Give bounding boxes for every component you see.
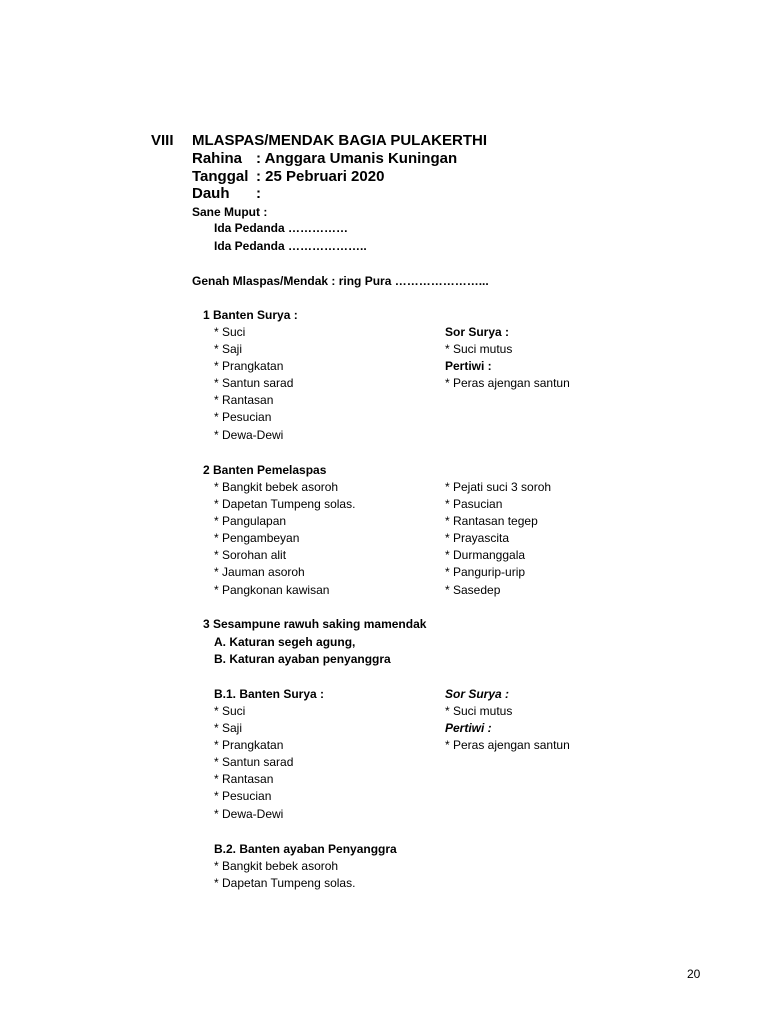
list-item: * Durmanggala xyxy=(445,548,526,562)
sane-muput: Sane Muput : xyxy=(192,205,268,219)
list-item: * Pasucian xyxy=(445,497,503,511)
list-item: * Prangkatan xyxy=(214,738,284,752)
banten-surya-heading: 1 Banten Surya : xyxy=(203,308,298,322)
list-item: * Suci xyxy=(214,325,246,339)
b1-sor-surya-heading: Sor Surya : xyxy=(445,687,510,701)
b1-heading: B.1. Banten Surya : xyxy=(214,687,325,701)
list-item: * Santun sarad xyxy=(214,376,294,390)
pertiwi-heading: Pertiwi : xyxy=(445,359,492,373)
tanggal-value: : 25 Pebruari 2020 xyxy=(256,168,385,185)
b2-heading: B.2. Banten ayaban Penyanggra xyxy=(214,842,397,856)
sor-surya-heading: Sor Surya : xyxy=(445,325,510,339)
list-item: * Bangkit bebek asoroh xyxy=(214,859,339,873)
list-item: * Pejati suci 3 soroh xyxy=(445,480,552,494)
list-item: * Rantasan tegep xyxy=(445,514,538,528)
list-item: * Dewa-Dewi xyxy=(214,807,284,821)
list-item: * Bangkit bebek asoroh xyxy=(214,480,339,494)
list-item: * Pesucian xyxy=(214,410,272,424)
list-item: * Prayascita xyxy=(445,531,510,545)
dauh-label: Dauh xyxy=(192,185,230,202)
list-item: * Jauman asoroh xyxy=(214,565,305,579)
rahina-label: Rahina xyxy=(192,150,243,167)
rahina-value: : Anggara Umanis Kuningan xyxy=(256,150,458,167)
tanggal-label: Tanggal xyxy=(192,168,249,185)
list-item: * Sorohan alit xyxy=(214,548,287,562)
list-item: * Rantasan xyxy=(214,393,274,407)
list-item: * Prangkatan xyxy=(214,359,284,373)
katuran-segeh: A. Katuran segeh agung, xyxy=(214,635,356,649)
genah-line: Genah Mlaspas/Mendak : ring Pura …………………... xyxy=(192,274,489,288)
list-item: * Sasedep xyxy=(445,583,501,597)
list-item: * Peras ajengan santun xyxy=(445,376,570,390)
list-item: * Dapetan Tumpeng solas. xyxy=(214,497,356,511)
list-item: * Saji xyxy=(214,342,243,356)
list-item: * Suci mutus xyxy=(445,704,513,718)
dauh-value: : xyxy=(256,185,261,202)
page-number: 20 xyxy=(687,967,701,981)
katuran-ayaban: B. Katuran ayaban penyanggra xyxy=(214,652,391,666)
pedanda-line-2: Ida Pedanda ……………….. xyxy=(214,239,367,253)
list-item: * Santun sarad xyxy=(214,755,294,769)
sesampune-heading: 3 Sesampune rawuh saking mamendak xyxy=(203,617,427,631)
pedanda-line-1: Ida Pedanda …………… xyxy=(214,221,349,235)
list-item: * Dewa-Dewi xyxy=(214,428,284,442)
list-item: * Saji xyxy=(214,721,243,735)
list-item: * Pangurip-urip xyxy=(445,565,526,579)
list-item: * Peras ajengan santun xyxy=(445,738,570,752)
list-item: * Dapetan Tumpeng solas. xyxy=(214,876,356,890)
list-item: * Pesucian xyxy=(214,789,272,803)
list-item: * Rantasan xyxy=(214,772,274,786)
section-title: MLASPAS/MENDAK BAGIA PULAKERTHI xyxy=(192,132,487,149)
list-item: * Suci mutus xyxy=(445,342,513,356)
list-item: * Pangkonan kawisan xyxy=(214,583,330,597)
b1-pertiwi-heading: Pertiwi : xyxy=(445,721,492,735)
section-number: VIII xyxy=(151,132,174,149)
list-item: * Pengambeyan xyxy=(214,531,300,545)
banten-pemelaspas-heading: 2 Banten Pemelaspas xyxy=(203,463,327,477)
list-item: * Pangulapan xyxy=(214,514,287,528)
list-item: * Suci xyxy=(214,704,246,718)
